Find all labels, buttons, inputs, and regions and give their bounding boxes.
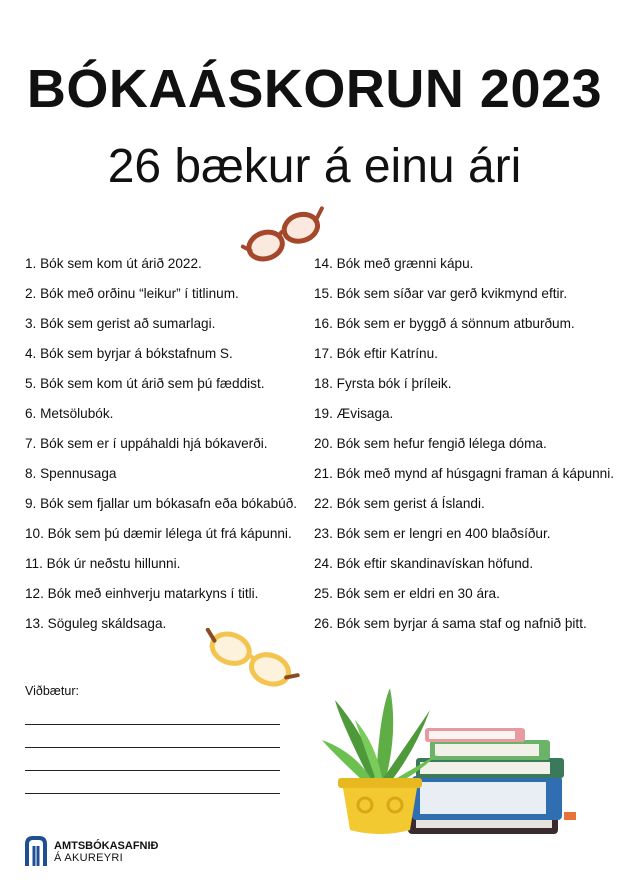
page-title: BÓKAÁSKORUN 2023: [26, 59, 603, 119]
plant-and-books-illustration: [320, 680, 582, 840]
list-item: 14. Bók með grænni kápu.: [314, 256, 474, 271]
list-item: 25. Bók sem er eldri en 30 ára.: [314, 586, 500, 601]
list-item: 19. Ævisaga.: [314, 406, 394, 421]
list-item: 9. Bók sem fjallar um bókasafn eða bókabúð.: [25, 496, 298, 511]
list-item: 24. Bók eftir skandinavískan höfund.: [314, 556, 534, 571]
list-item: 1. Bók sem kom út árið 2022.: [25, 256, 202, 271]
logo-line-1: AMTSBÓKASAFNIÐ: [54, 840, 159, 852]
list-item: 12. Bók með einhverju matarkyns í titli.: [25, 586, 259, 601]
notes-line: [25, 770, 280, 771]
list-item: 6. Metsölubók.: [25, 406, 114, 421]
list-item: 16. Bók sem er byggð á sönnum atburðum.: [314, 316, 575, 331]
list-item: 13. Söguleg skáldsaga.: [25, 616, 167, 631]
list-item: 22. Bók sem gerist á Íslandi.: [314, 496, 485, 511]
list-item: 11. Bók úr neðstu hillunni.: [25, 556, 181, 571]
page-subtitle: 26 bækur á einu ári: [107, 140, 522, 193]
list-item: 10. Bók sem þú dæmir lélega út frá kápunni.: [25, 526, 292, 541]
list-item: 26. Bók sem byrjar á sama staf og nafnið þitt.: [314, 616, 587, 631]
library-logo-icon: [24, 836, 48, 868]
list-item: 15. Bók sem síðar var gerð kvikmynd eftir.: [314, 286, 568, 301]
list-item: 20. Bók sem hefur fengið lélega dóma.: [314, 436, 547, 451]
notes-line: [25, 724, 280, 725]
logo-line-2: Á AKUREYRI: [54, 852, 124, 864]
list-item: 3. Bók sem gerist að sumarlagi.: [25, 316, 216, 331]
challenge-list-left: [25, 255, 297, 645]
list-item: 4. Bók sem byrjar á bókstafnum S.: [25, 346, 233, 361]
challenge-list-right: [314, 255, 614, 645]
library-logo: [24, 836, 159, 868]
list-item: 2. Bók með orðinu “leikur” í titlinum.: [25, 286, 239, 301]
notes-line: [25, 747, 280, 748]
notes-line: [25, 793, 280, 794]
notes-label: Viðbætur:: [25, 684, 79, 698]
list-item: 23. Bók sem er lengri en 400 blaðsíður.: [314, 526, 551, 541]
list-item: 21. Bók með mynd af húsgagni framan á kápunni.: [314, 466, 614, 481]
list-item: 7. Bók sem er í uppáhaldi hjá bókaverði.: [25, 436, 268, 451]
list-item: 8. Spennusaga: [25, 466, 117, 481]
list-item: 17. Bók eftir Katrínu.: [314, 346, 438, 361]
list-item: 18. Fyrsta bók í þríleik.: [314, 376, 452, 391]
list-item: 5. Bók sem kom út árið sem þú fæddist.: [25, 376, 265, 391]
eyeglasses-icon: [198, 628, 302, 692]
